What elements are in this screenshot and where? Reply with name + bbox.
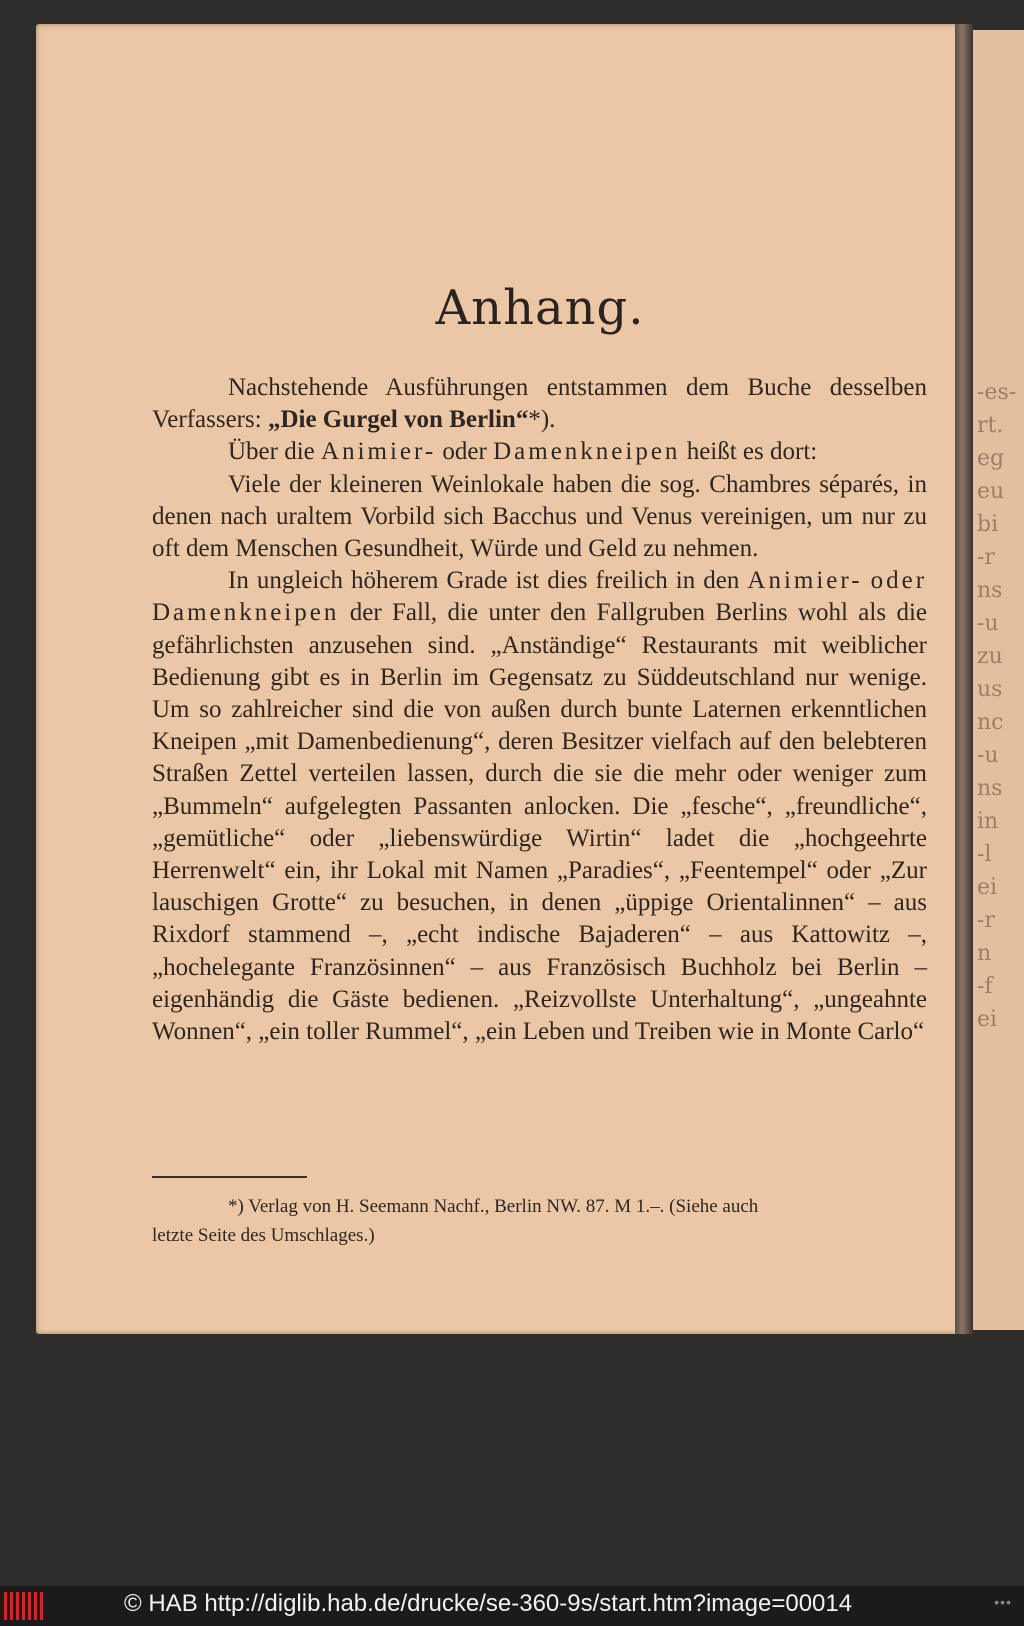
more-options-icon[interactable]: ••• bbox=[994, 1594, 1012, 1610]
adjacent-page-fragment: ns bbox=[977, 776, 1003, 801]
adjacent-page-fragment: -u bbox=[977, 611, 999, 636]
footnote-line-2: letzte Seite des Umschlages.) bbox=[152, 1225, 375, 1246]
adjacent-page-fragment: -f bbox=[977, 974, 993, 999]
adjacent-page-fragment: eg bbox=[977, 446, 1005, 471]
paragraph-2: Über die Animier- oder Damenkneipen heißt es dort: bbox=[228, 438, 818, 466]
adjacent-page-fragment: us bbox=[977, 677, 1003, 702]
adjacent-page-fragment: -l bbox=[977, 842, 992, 867]
paragraph-4: In ungleich höherem Grade ist dies freilich in den Animier- oder Damenkneipen der Fall, die unter den Fallgruben Berlins wohl als die gefährlichsten anzusehen sind. „Anständige“ Restaurants mit weiblicher Bedienung gibt es in Berlin im Gegensatz zu Süddeutschland nur wenige. Um so zahlreicher sind die von außen durch bunte Laternen erkenntlichen Kneipen „mit Damenbedienung“, deren Besitzer vielfach auf den belebteren Straßen Zettel verteilen lassen, durch die sie die mehr oder weniger zum „Bummeln“ aufgelegten Passanten anlocken. Die „fesche“, „freundliche“, „gemütliche“ oder „liebenswürdige Wirtin“ ladet die „hochgeehrte Herrenwelt“ ein, ihr Lokal mit Namen „Paradies“, „Feentempel“ oder „Zur lauschigen Grotte“ zu besuchen, in denen „üppige Orientalinnen“ – aus Rixdorf stammend –, „echt indische Bajaderen“ – aus Kattowitz –, „hochelegante Französinnen“ – aus Französisch Buchholz bei Berlin – eigenhändig die Gäste bedienen. „Reizvollste Unterhaltung“, „ungeahnte Wonnen“, „ein toller Rummel“, „ein Leben und Treiben wie in Monte Carlo“ bbox=[152, 567, 928, 1046]
book-title-bold: „Die Gurgel von Berlin“ bbox=[267, 406, 529, 434]
book-gutter bbox=[955, 24, 973, 1334]
footnote-line-1: *) Verlag von H. Seemann Nachf., Berlin NW. 87. M 1.–. (Siehe auch bbox=[228, 1196, 759, 1217]
adjacent-page-fragment: -r bbox=[977, 545, 995, 570]
adjacent-page-fragment: ei bbox=[977, 875, 998, 900]
footnote bbox=[152, 1192, 927, 1250]
adjacent-page-fragment: -r bbox=[977, 908, 995, 933]
adjacent-page-edge bbox=[973, 30, 1024, 1330]
copyright-url[interactable]: © HAB http://diglib.hab.de/drucke/se-360-9s/start.htm?image=00014 bbox=[124, 1590, 853, 1617]
barcode-icon bbox=[4, 1592, 44, 1620]
adjacent-page-fragment: n bbox=[977, 941, 992, 966]
paragraph-1: Nachstehende Ausführungen entstammen dem Buche desselben Verfassers: „Die Gurgel von Berlin“*). bbox=[152, 374, 927, 434]
footnote-divider bbox=[152, 1176, 307, 1178]
viewer-footer bbox=[0, 1586, 1024, 1626]
adjacent-page-fragment: zu bbox=[977, 644, 1003, 669]
paragraph-3: Viele der kleineren Weinlokale haben die sog. Chambres séparés, in denen nach uraltem Vorbild sich Bacchus und Venus vereinigen, um nur zu oft dem Menschen Gesundheit, Würde und Geld zu nehmen. bbox=[152, 470, 927, 563]
adjacent-page-fragment: bi bbox=[977, 512, 999, 537]
adjacent-page-fragment: -u bbox=[977, 743, 999, 768]
page-title: Anhang. bbox=[435, 280, 645, 336]
body-text bbox=[152, 372, 927, 1048]
adjacent-page-fragment: ei bbox=[977, 1007, 998, 1032]
adjacent-page-fragment: eu bbox=[977, 479, 1005, 504]
adjacent-page-fragment: -es- bbox=[977, 380, 1017, 405]
adjacent-page-fragment: ns bbox=[977, 578, 1003, 603]
adjacent-page-fragment: rt. bbox=[977, 413, 1004, 438]
adjacent-page-fragment: nc bbox=[977, 710, 1004, 735]
adjacent-page-fragment: in bbox=[977, 809, 999, 834]
